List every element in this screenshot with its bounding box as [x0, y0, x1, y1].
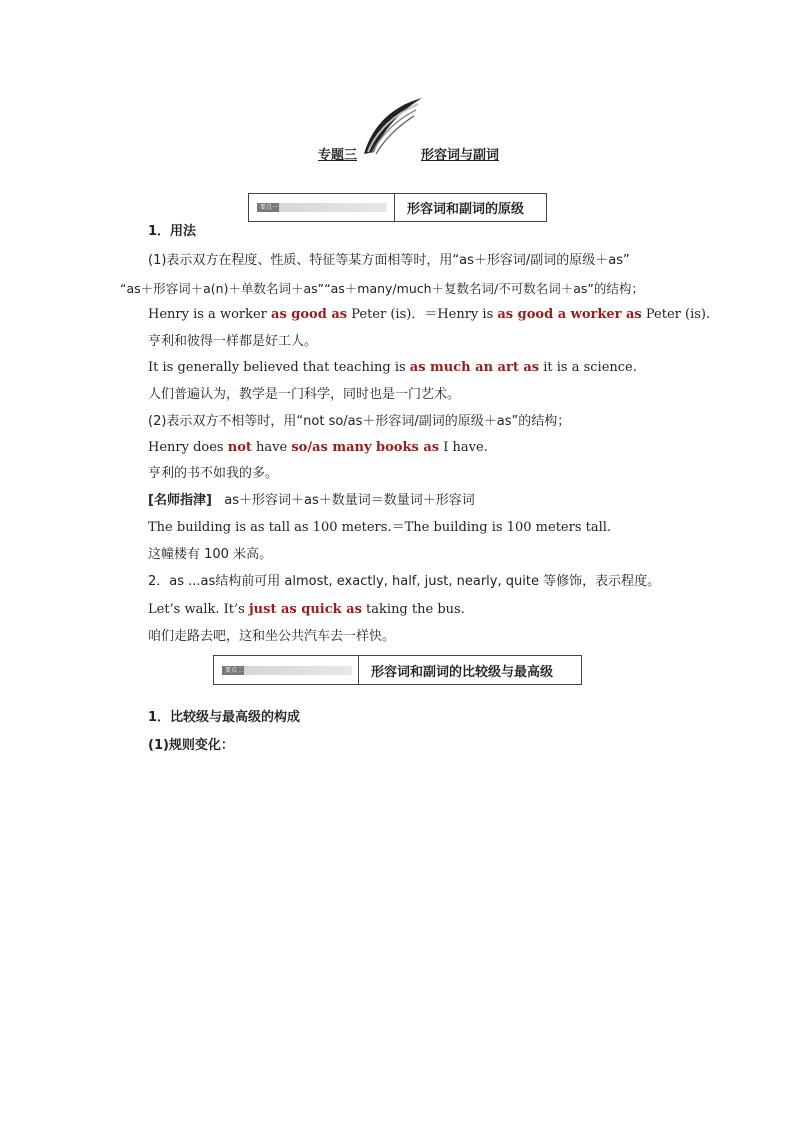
tip-label: [名师指津]	[148, 493, 212, 508]
tip-text: as＋形容词＋as＋数量词＝数量词＋形容词	[224, 493, 475, 508]
example-3: Henry does not have so/as many books as I have.	[148, 440, 488, 455]
example-1-translation: 亨利和彼得一样都是好工人。	[148, 334, 318, 349]
section-2-tag-label: 要点二	[225, 666, 244, 674]
section-2-tag	[214, 656, 359, 684]
highlight: as much an art as	[409, 360, 540, 375]
section-1-tag	[249, 194, 395, 221]
section-1-heading: 形容词和副词的原级	[407, 202, 525, 217]
example-2: It is generally believed that teaching is as much an art as it is a science.	[148, 360, 637, 375]
topic-title: 形容词与副词	[421, 148, 500, 163]
topic-label: 专题三	[318, 148, 358, 163]
example-5-translation: 咱们走路去吧，这和坐公共汽车去一样快。	[148, 629, 396, 644]
highlight: as good as	[271, 307, 348, 322]
rule-1-continued: “as＋形容词＋a(n)＋单数名词＋as”“as＋many/much＋复数名词/不可数名词＋as”的结构；	[120, 281, 644, 296]
example-2-translation: 人们普遍认为，教学是一门科学，同时也是一门艺术。	[148, 387, 461, 402]
swoosh-logo-icon	[362, 96, 424, 156]
highlight: not	[227, 440, 252, 455]
teacher-tip	[148, 492, 475, 510]
rule-1: (1)表示双方在程度、性质、特征等某方面相等时，用“as＋形容词/副词的原级＋as”	[148, 253, 630, 268]
section-1-tag-label: 要点一	[260, 204, 279, 211]
section-2-header	[213, 655, 582, 685]
section-1-item-1-title: 1．用法	[148, 224, 197, 239]
example-3-translation: 亨利的书不如我的多。	[148, 466, 279, 481]
highlight: as good a worker as	[497, 307, 642, 322]
section-1-item-2: 2．as ...as结构前可用 almost, exactly, half, just, nearly, quite 等修饰，表示程度。	[148, 574, 661, 589]
rule-2: (2)表示双方不相等时，用“not so/as＋形容词/副词的原级＋as”的结构；	[148, 414, 571, 429]
example-5: Let’s walk. It’s just as quick as taking the bus.	[148, 602, 465, 617]
section-1-header	[248, 193, 547, 222]
highlight: just as quick as	[248, 602, 362, 617]
section-2-sub-1: (1)规则变化：	[148, 738, 234, 753]
example-1: Henry is a worker as good as Peter (is)．＝Henry is as good a worker as Peter (is).	[148, 307, 711, 322]
section-2-heading: 形容词和副词的比较级与最高级	[371, 664, 554, 680]
example-4-translation: 这幢楼有 100 米高。	[148, 547, 273, 562]
highlight: so/as many books as	[291, 440, 440, 455]
example-4: The building is as tall as 100 meters.＝The building is 100 meters tall.	[148, 520, 612, 535]
section-2-item-1-title: 1．比较级与最高级的构成	[148, 710, 301, 725]
